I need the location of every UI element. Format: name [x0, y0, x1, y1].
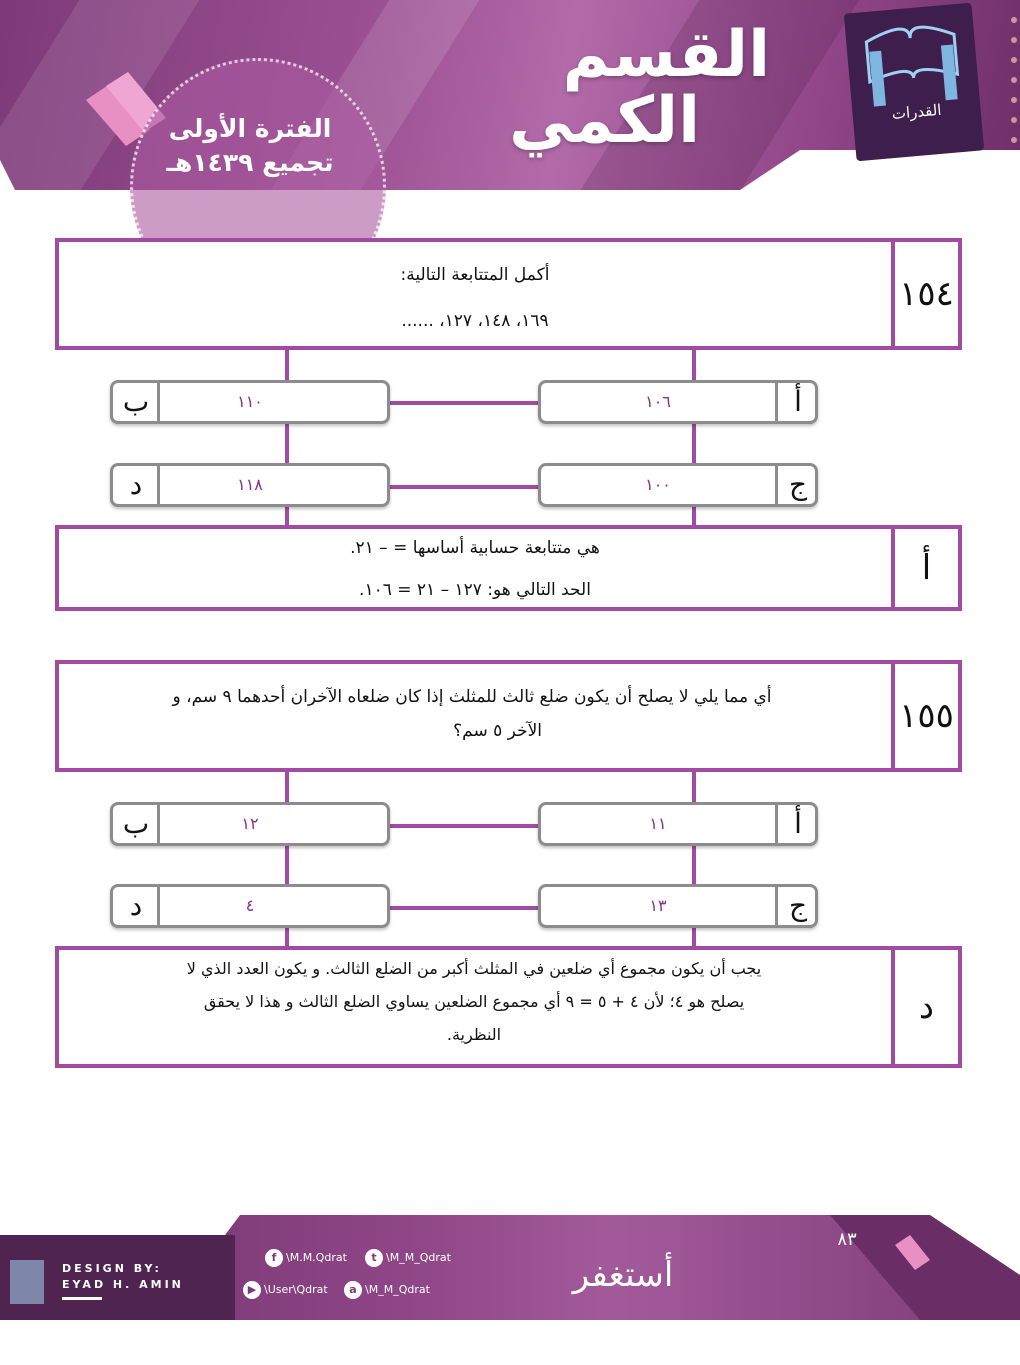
logo-text: القدرات	[891, 100, 943, 124]
question-line-2: الآخر ٥ سم؟	[453, 721, 542, 741]
designer-avatar	[10, 1260, 44, 1304]
answer-letter-box	[891, 525, 962, 611]
option-value: ١٢	[241, 814, 259, 833]
option-c[interactable]	[538, 884, 818, 928]
telegram-icon: a	[344, 1281, 362, 1299]
answer-line-3: النظرية.	[446, 1025, 502, 1044]
dot-column	[1008, 10, 1020, 180]
answer-line-1: هي متتابعة حسابية أساسها = – ٢١.	[350, 538, 600, 558]
connector-line	[390, 906, 540, 910]
option-letter: د	[129, 468, 143, 501]
answer-text	[70, 527, 880, 611]
header-subtitle	[130, 112, 370, 180]
option-letter: ج	[788, 889, 808, 922]
option-letter: أ	[794, 807, 802, 840]
facebook-link[interactable]	[265, 1249, 347, 1267]
title-line-1: القسم	[562, 18, 770, 92]
option-value: ١٣	[649, 896, 667, 915]
calligraphy: أستغفر الله	[572, 1255, 674, 1355]
connector-line	[390, 824, 540, 828]
telegram-handle: \M_M_Qdrat	[365, 1283, 430, 1296]
book-icon	[844, 3, 980, 114]
option-value: ١٠٦	[645, 392, 671, 411]
answer-line-2: الحد التالي هو: ١٢٧ – ٢١ = ١٠٦.	[359, 580, 591, 600]
option-letter: ج	[788, 468, 808, 501]
title-line-2: الكمي	[509, 84, 700, 158]
telegram-link[interactable]	[344, 1281, 430, 1299]
question-line-1: أي مما يلي لا يصلح أن يكون ضلع ثالث للمثلث إذا كان ضلعاه الآخران أحدهما ٩ سم، و	[172, 687, 772, 707]
facebook-icon: f	[265, 1249, 283, 1267]
facebook-handle: \M.M.Qdrat	[286, 1251, 347, 1264]
option-value: ١١٨	[237, 475, 263, 494]
question-text	[70, 252, 880, 344]
option-value: ١١٠	[237, 392, 263, 411]
option-letter: ب	[122, 807, 150, 840]
option-letter: أ	[794, 385, 802, 418]
subtitle-year: تجميع ١٤٣٩هـ	[166, 148, 334, 177]
twitter-handle: \M_M_Qdrat	[386, 1251, 451, 1264]
connector-line	[390, 401, 540, 405]
youtube-icon: ▶	[243, 1281, 261, 1299]
option-value: ٤	[245, 896, 255, 915]
designer-name: EYAD H. AMIN	[62, 1278, 184, 1291]
option-b[interactable]	[110, 380, 390, 424]
option-d[interactable]	[110, 463, 390, 507]
page-header	[0, 0, 1020, 190]
option-value: ١٠٠	[645, 475, 671, 494]
option-d[interactable]	[110, 884, 390, 928]
option-a[interactable]	[538, 802, 818, 846]
subtitle-period: الفترة الأولى	[168, 114, 332, 143]
youtube-link[interactable]	[243, 1281, 328, 1299]
twitter-link[interactable]	[365, 1249, 451, 1267]
option-b[interactable]	[110, 802, 390, 846]
question-line-2: ١٦٩، ١٤٨، ١٢٧، ......	[401, 311, 549, 331]
page-number: ٨٣	[837, 1229, 857, 1250]
answer-line-1: يجب أن يكون مجموع أي ضلعين في المثلث أكبر من الضلع الثالث. و يكون العدد الذي لا	[186, 959, 762, 978]
question-number	[891, 660, 962, 772]
question-number	[891, 238, 962, 350]
design-by-label: DESIGN BY:	[62, 1262, 162, 1275]
option-letter: ب	[122, 385, 150, 418]
option-a[interactable]	[538, 380, 818, 424]
designer-underline	[62, 1297, 102, 1300]
page-footer	[0, 1215, 1020, 1355]
question-line-1: أكمل المتتابعة التالية:	[400, 265, 550, 285]
option-c[interactable]	[538, 463, 818, 507]
option-letter: د	[129, 889, 143, 922]
answer-line-2: يصلح هو ٤؛ لأن ٤ + ٥ = ٩ أي مجموع الضلعين يساوي الضلع الثالث و هذا لا يحقق	[203, 992, 745, 1011]
answer-letter-box	[891, 946, 962, 1068]
answer-letter: د	[918, 987, 935, 1027]
twitter-icon: t	[365, 1249, 383, 1267]
option-value: ١١	[649, 814, 667, 833]
question-text	[72, 680, 872, 748]
youtube-handle: \User\Qdrat	[264, 1283, 328, 1296]
answer-text	[66, 952, 882, 1051]
connector-line	[390, 485, 540, 489]
page-title	[370, 18, 770, 158]
design-credit	[62, 1261, 184, 1300]
logo	[844, 3, 984, 162]
question-number-text: ١٥٤	[899, 274, 954, 314]
question-number-text: ١٥٥	[899, 696, 954, 736]
answer-letter: أ	[921, 548, 932, 588]
